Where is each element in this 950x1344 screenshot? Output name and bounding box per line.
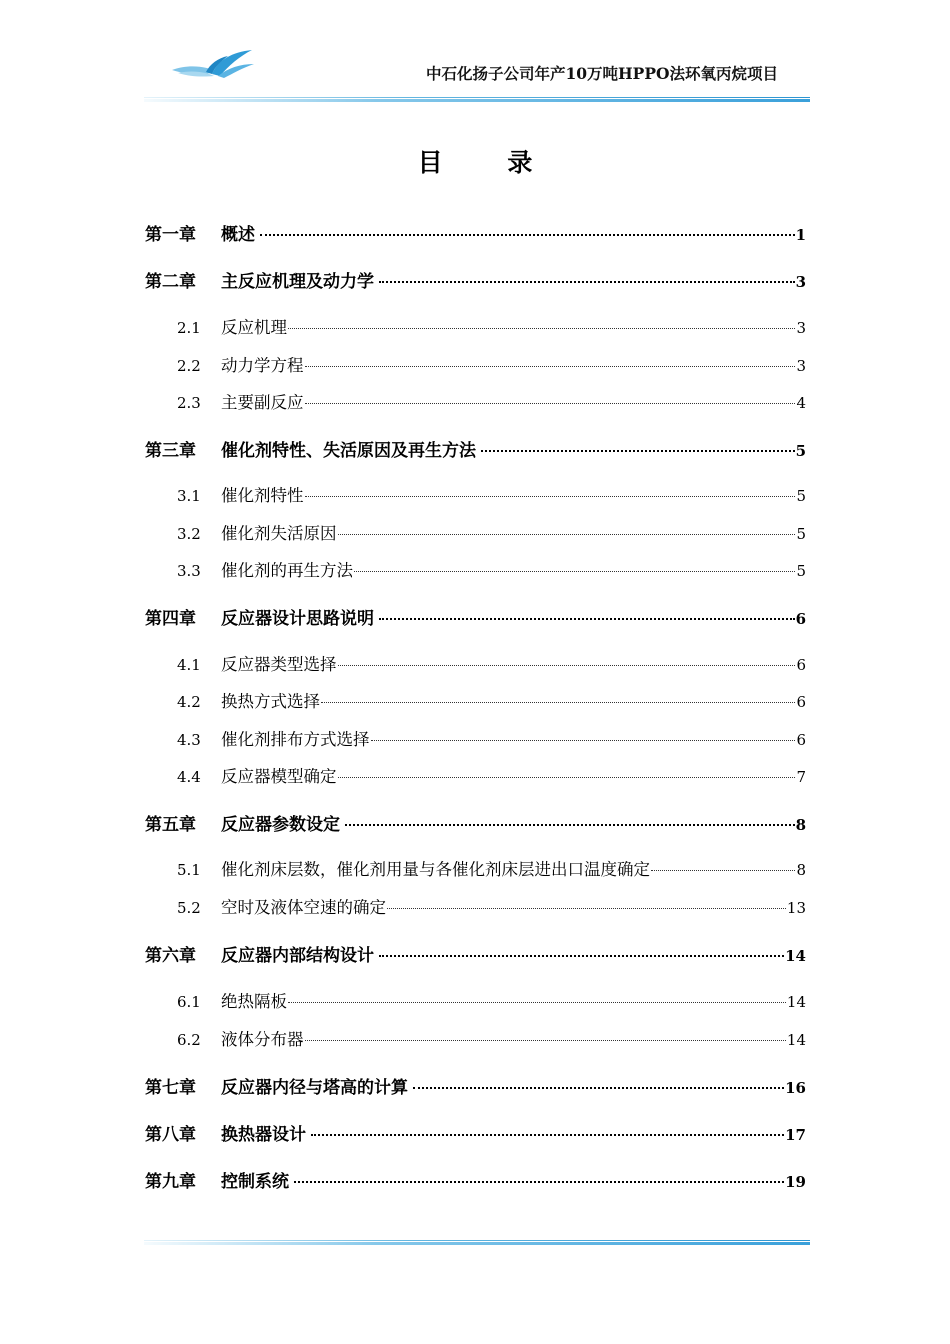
toc-dot-leader <box>651 854 795 872</box>
toc-section-entry[interactable] <box>145 988 806 1012</box>
toc-dot-leader <box>379 601 795 620</box>
toc-entry-page: 14 <box>785 947 806 965</box>
toc-entry-label: 空时及液体空速的确定 <box>221 898 386 917</box>
toc-dot-leader <box>354 555 795 573</box>
toc-dot-leader <box>321 686 795 704</box>
toc-entry-label: 换热方式选择 <box>221 692 320 711</box>
toc-section-entry[interactable] <box>145 856 806 880</box>
toc-entry-page: 3 <box>796 357 806 375</box>
toc-entry-number: 第六章 <box>145 946 196 966</box>
toc-dot-leader <box>294 1164 784 1183</box>
page-title: 目 录 <box>417 148 561 177</box>
toc-section-entry[interactable] <box>145 688 806 712</box>
toc-entry-label: 反应器类型选择 <box>221 655 337 674</box>
toc-section-entry[interactable] <box>145 557 806 581</box>
toc-section-entry[interactable] <box>145 352 806 376</box>
toc-entry-page: 5 <box>796 525 806 543</box>
toc-entry-number: 第七章 <box>145 1078 196 1098</box>
toc-dot-leader <box>379 264 795 283</box>
toc-entry-label: 绝热隔板 <box>221 992 287 1011</box>
toc-dot-leader <box>338 649 796 667</box>
toc-entry-number: 4.1 <box>177 656 201 674</box>
toc-chapter-entry[interactable] <box>145 1120 806 1144</box>
toc-entry-page: 5 <box>796 562 806 580</box>
toc-entry-number: 4.4 <box>177 768 201 786</box>
toc-dot-leader <box>305 387 796 405</box>
toc-chapter-entry[interactable] <box>145 941 806 965</box>
bird-wing-logo-icon <box>168 46 260 86</box>
toc-chapter-entry[interactable] <box>145 604 806 628</box>
toc-entry-label: 主要副反应 <box>221 393 304 412</box>
toc-section-entry[interactable] <box>145 726 806 750</box>
toc-dot-leader <box>371 724 796 742</box>
toc-chapter-entry[interactable] <box>145 267 806 291</box>
toc-entry-page: 8 <box>795 816 806 834</box>
toc-dot-leader <box>345 807 795 826</box>
toc-entry-label: 反应器模型确定 <box>221 767 337 786</box>
toc-entry-page: 8 <box>796 861 806 879</box>
toc-dot-leader <box>311 1117 784 1136</box>
toc-entry-number: 2.3 <box>177 394 201 412</box>
toc-entry-page: 3 <box>795 273 806 291</box>
toc-entry-page: 6 <box>795 610 806 628</box>
toc-entry-number: 第三章 <box>145 441 196 461</box>
toc-section-entry[interactable] <box>145 894 806 918</box>
toc-entry-label: 反应器设计思路说明 <box>221 609 374 629</box>
toc-entry-page: 5 <box>795 442 806 460</box>
toc-chapter-entry[interactable] <box>145 1073 806 1097</box>
toc-entry-number: 4.3 <box>177 731 201 749</box>
toc-entry-number: 3.2 <box>177 525 201 543</box>
toc-entry-number: 第八章 <box>145 1125 196 1145</box>
toc-entry-number: 3.1 <box>177 487 201 505</box>
toc-chapter-entry[interactable] <box>145 810 806 834</box>
toc-entry-label: 催化剂排布方式选择 <box>221 730 370 749</box>
toc-entry-number: 6.2 <box>177 1031 201 1049</box>
toc-entry-label: 反应机理 <box>221 318 287 337</box>
toc-dot-leader <box>305 350 796 368</box>
toc-entry-number: 2.2 <box>177 357 201 375</box>
toc-entry-label: 液体分布器 <box>221 1030 304 1049</box>
toc-entry-label: 催化剂失活原因 <box>221 524 337 543</box>
toc-entry-label: 催化剂床层数，催化剂用量与各催化剂床层进出口温度确定 <box>221 860 650 879</box>
toc-entry-page: 14 <box>786 1031 806 1049</box>
toc-entry-page: 17 <box>785 1126 806 1144</box>
toc-entry-number: 5.2 <box>177 899 201 917</box>
toc-dot-leader <box>387 892 786 910</box>
toc-section-entry[interactable] <box>145 763 806 787</box>
toc-entry-label: 反应器内径与塔高的计算 <box>221 1078 408 1098</box>
toc-entry-page: 7 <box>796 768 806 786</box>
toc-entry-number: 第五章 <box>145 815 196 835</box>
toc-entry-page: 6 <box>796 656 806 674</box>
toc-entry-page: 4 <box>796 394 806 412</box>
toc-entry-label: 反应器内部结构设计 <box>221 946 374 966</box>
toc-dot-leader <box>288 312 795 330</box>
toc-entry-number: 4.2 <box>177 693 201 711</box>
toc-entry-number: 2.1 <box>177 319 201 337</box>
toc-section-entry[interactable] <box>145 314 806 338</box>
toc-entry-number: 第九章 <box>145 1172 196 1192</box>
toc-dot-leader <box>379 938 784 957</box>
toc-section-entry[interactable] <box>145 482 806 506</box>
toc-dot-leader <box>338 761 796 779</box>
header-rule <box>144 96 810 102</box>
toc-entry-label: 催化剂特性、失活原因及再生方法 <box>221 441 476 461</box>
toc-entry-page: 3 <box>796 319 806 337</box>
toc-chapter-entry[interactable] <box>145 1167 806 1191</box>
toc-dot-leader <box>260 217 795 236</box>
toc-entry-page: 6 <box>796 731 806 749</box>
toc-entry-number: 第一章 <box>145 225 196 245</box>
toc-entry-page: 19 <box>785 1173 806 1191</box>
toc-entry-number: 5.1 <box>177 861 201 879</box>
toc-dot-leader <box>413 1070 784 1089</box>
toc-dot-leader <box>288 986 786 1004</box>
toc-entry-page: 16 <box>785 1079 806 1097</box>
toc-entry-label: 控制系统 <box>221 1172 289 1192</box>
toc-entry-page: 1 <box>795 226 806 244</box>
toc-entry-page: 5 <box>796 487 806 505</box>
toc-entry-label: 反应器参数设定 <box>221 815 340 835</box>
toc-entry-page: 14 <box>786 993 806 1011</box>
toc-entry-label: 催化剂特性 <box>221 486 304 505</box>
toc-dot-leader <box>305 1024 786 1042</box>
toc-dot-leader <box>338 518 796 536</box>
toc-section-entry[interactable] <box>145 389 806 413</box>
toc-entry-label: 动力学方程 <box>221 356 304 375</box>
toc-entry-label: 换热器设计 <box>221 1125 306 1145</box>
toc-entry-number: 6.1 <box>177 993 201 1011</box>
toc-section-entry[interactable] <box>145 1026 806 1050</box>
toc-entry-label: 主反应机理及动力学 <box>221 272 374 292</box>
toc-entry-label: 概述 <box>221 225 255 245</box>
toc-entry-page: 13 <box>786 899 806 917</box>
toc-entry-number: 第四章 <box>145 609 196 629</box>
footer-rule <box>144 1239 810 1245</box>
toc-section-entry[interactable] <box>145 651 806 675</box>
toc-chapter-entry[interactable] <box>145 220 806 244</box>
toc-entry-number: 3.3 <box>177 562 201 580</box>
toc-entry-page: 6 <box>796 693 806 711</box>
header-title: 中石化扬子公司年产10万吨HPPO法环氧丙烷项目 <box>425 64 778 83</box>
toc-section-entry[interactable] <box>145 520 806 544</box>
toc-dot-leader <box>481 433 795 452</box>
toc-entry-number: 第二章 <box>145 272 196 292</box>
toc-entry-label: 催化剂的再生方法 <box>221 561 353 580</box>
toc-chapter-entry[interactable] <box>145 436 806 460</box>
toc-dot-leader <box>305 480 796 498</box>
